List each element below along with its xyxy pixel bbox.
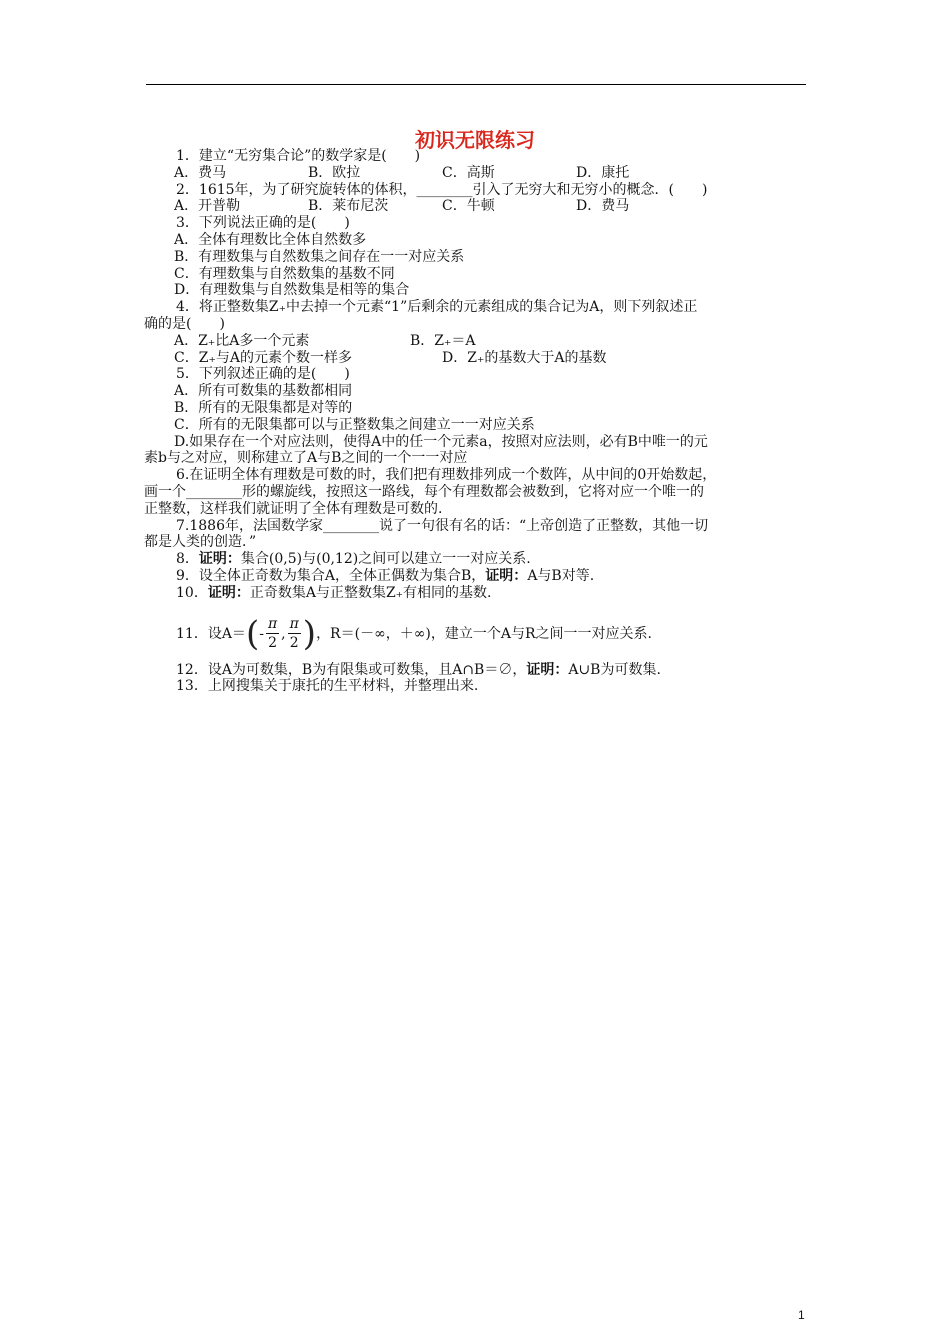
question-2-stem: 2．1615年，为了研究旋转体的体积，________引入了无穷大和无穷小的概念．( ) [176,181,708,198]
q4-option-d: D．Z₊的基数大于A的基数 [442,349,607,366]
q2-option-a: A．开普勒 [174,198,241,215]
question-9 [174,568,814,585]
open-interval-formula [246,610,316,658]
q1-option-c: C．高斯 [442,164,495,181]
q3-option-a: A．全体有理数比全体自然数多 [174,231,367,248]
q2-option-b: B．莱布尼茨 [308,198,389,215]
fraction-neg-pi-over-2 [266,615,279,652]
right-paren: ) [302,613,317,654]
question-12 [174,662,814,679]
pi-numerator: π [267,616,278,633]
question-6-line-1: 6.在证明全体有理数是可数的时，我们把有理数排列成一个数阵，从中间的0开始数起， [176,467,717,484]
q10-number: 10． [176,584,208,601]
q4-option-b: B．Z₊＝A [410,332,476,349]
q3-option-c: C．有理数集与自然数集的基数不同 [174,265,395,282]
minus-sign: - [259,625,264,642]
q3-option-b: B．有理数集与自然数集之间存在一一对应关系 [174,248,465,265]
header-rule [146,84,806,85]
q12-text: A∪B为可数集. [568,661,661,678]
q3-option-d: D．有理数集与自然数集是相等的集合 [174,282,410,299]
two-denominator-2: 2 [289,635,299,652]
question-13: 13．上网搜集关于康托的生平材料，并整理出来. [176,678,479,695]
exercise-content [144,148,814,695]
q9-text: A与B对等. [527,567,595,584]
question-6-line-3: 正整数，这样我们就证明了全体有理数是可数的. [144,500,443,517]
q1-option-a: A．费马 [174,164,227,181]
q11-text-post: ，R＝(－∞，＋∞)，建立一个A与R之间一一对应关系. [316,625,652,642]
question-1-options [174,165,814,182]
question-3-stem: 3．下列说法正确的是( ) [176,215,350,232]
fraction-pi-over-2 [288,615,301,652]
left-paren: ( [245,613,260,654]
q5-option-a: A．所有可数集的基数都相同 [174,383,353,400]
q11-text-pre: 11．设A＝ [176,625,246,642]
question-4-options-cd [174,350,814,367]
comma: , [281,625,286,642]
q1-option-d: D．康托 [576,164,630,181]
q8-proof-label: 证明： [198,551,241,568]
question-4-stem-cont: 确的是( ) [144,315,225,332]
pi-numerator-2: π [289,616,299,633]
q4-option-a: A．Z₊比A多一个元素 [174,332,310,349]
question-1-stem: 1．建立“无穷集合论”的数学家是( ) [176,148,421,164]
question-7-line-1: 7.1886年，法国数学家________说了一句很有名的话：“上帝创造了正整数，其他一切 [176,517,709,534]
question-6-line-2: 画一个________形的螺旋线，按照这一路线，每个有理数都会被数到，它将对应一个唯一的 [144,483,704,500]
q2-option-d: D．费马 [576,198,630,215]
question-7-line-2: 都是人类的创造．” [144,534,257,551]
question-4-stem: 4．将正整数集Z₊中去掉一个元素“1”后剩余的元素组成的集合记为A，则下列叙述正 [176,299,698,316]
q12-proof-label: 证明： [526,661,569,678]
question-5-stem: 5．下列叙述正确的是( ) [176,366,350,383]
q8-number: 8． [176,551,199,568]
question-10 [174,585,814,602]
q9-proof-label: 证明： [485,567,528,584]
q10-text: 正奇数集A与正整数集Z₊有相同的基数. [249,584,492,601]
two-denominator: 2 [268,635,277,652]
q5-option-d: D.如果存在一个对应法则，使得A中的任一个元素a，按照对应法则，必有B中唯一的元 [174,433,708,450]
question-2-options [174,198,814,215]
q10-proof-label: 证明： [207,584,250,601]
page-number: 1 [798,1308,805,1322]
q2-option-c: C．牛顿 [442,198,495,215]
page-title: 初识无限练习 [415,128,535,152]
question-11 [174,610,814,658]
q4-option-c: C．Z₊与A的元素个数一样多 [174,349,352,366]
q1-option-b: B．欧拉 [308,164,361,181]
q5-option-b: B．所有的无限集都是对等的 [174,399,353,416]
question-4-options-ab [174,333,814,350]
q8-text: 集合(0,5)与(0,12)之间可以建立一一对应关系. [240,551,531,568]
q5-option-c: C．所有的无限集都可以与正整数集之间建立一一对应关系 [174,416,535,433]
q9-text-pre: 9．设全体正奇数为集合A，全体正偶数为集合B， [176,567,486,584]
q5-option-d-cont: 素b与之对应，则称建立了A与B之间的一个一一对应 [144,450,468,467]
q12-text-pre: 12．设A为可数集，B为有限集或可数集，且A∩B＝∅， [176,661,527,678]
question-8 [174,551,814,568]
